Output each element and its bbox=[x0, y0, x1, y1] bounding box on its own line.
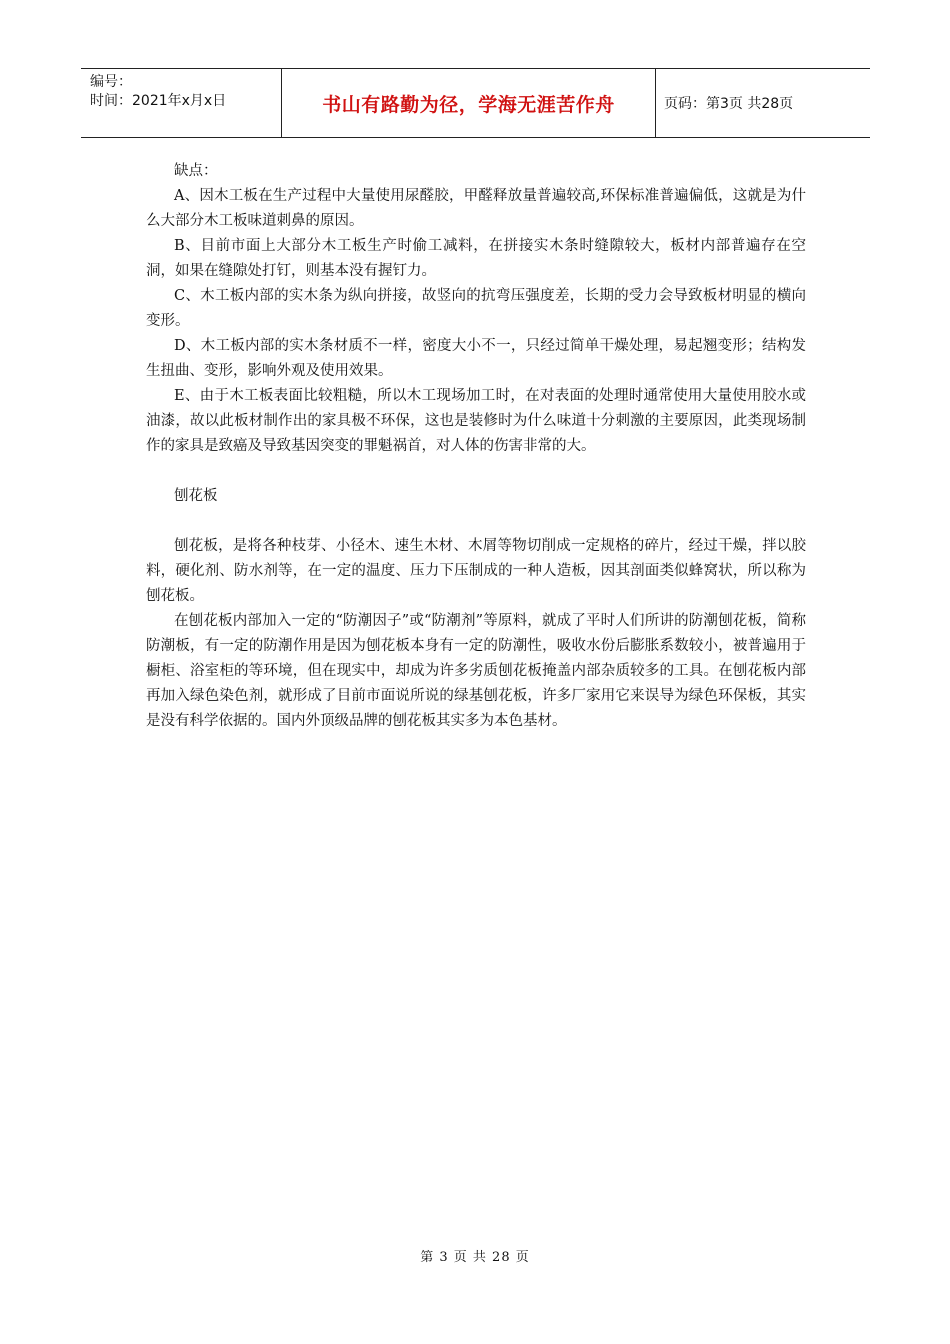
document-date-label: 时间：2021年x月x日 bbox=[90, 93, 227, 109]
header-meta bbox=[81, 69, 282, 137]
paragraph-a: A、因木工板在生产过程中大量使用尿醛胶，甲醛释放量普遍较高,环保标准普遍偏低，这就是为什么大部分木工板味道刺鼻的原因。 bbox=[146, 188, 806, 229]
paragraph-d: D、木工板内部的实木条材质不一样，密度大小不一，只经过简单干燥处理，易起翘变形；结构发生扭曲、变形，影响外观及使用效果。 bbox=[146, 338, 806, 379]
paragraph-e: E、由于木工板表面比较粗糙，所以木工现场加工时，在对表面的处理时通常使用大量使用胶水或油漆，故以此板材制作出的家具极不环保，这也是装修时为什么味道十分刺激的主要原因，此类现场制作的家具是致癌及导致基因突变的罪魁祸首，对人体的伤害非常的大。 bbox=[146, 388, 806, 454]
page-footer: 第 3 页 共 28 页 bbox=[420, 1250, 530, 1265]
paragraph-c: C、木工板内部的实木条为纵向拼接，故竖向的抗弯压强度差，长期的受力会导致板材明显的横向变形。 bbox=[146, 288, 806, 329]
document-body bbox=[146, 159, 806, 734]
paragraph-moisture-resistant: 在刨花板内部加入一定的“防潮因子”或“防潮剂”等原料，就成了平时人们所讲的防潮刨花板，简称防潮板，有一定的防潮作用是因为刨花板本身有一定的防潮性，吸收水份后膨胀系数较小，被普遍用于橱柜、浴室柜的等环境，但在现实中，却成为许多劣质刨花板掩盖内部杂质较多的工具。在刨花板内部再加入绿色染色剂，就形成了目前市面说所说的绿基刨花板，许多厂家用它来误导为绿色环保板，其实是没有科学依据的。国内外顶级品牌的刨花板其实多为本色基材。 bbox=[146, 613, 806, 729]
header-motto: 书山有路勤为径，学海无涯苦作舟 bbox=[282, 69, 656, 137]
paragraph-particleboard-definition: 刨花板，是将各种枝芽、小径木、速生木材、木屑等物切削成一定规格的碎片，经过干燥，拌以胶料，硬化剂、防水剂等，在一定的温度、压力下压制成的一种人造板，因其剖面类似蜂窝状，所以称为刨花板。 bbox=[146, 538, 806, 604]
section-heading-disadvantages: 缺点： bbox=[174, 163, 218, 179]
document-number-label: 编号： bbox=[90, 74, 132, 90]
section-heading-particleboard: 刨花板 bbox=[174, 488, 218, 504]
header-page-indicator: 页码：第3页 共28页 bbox=[664, 96, 794, 112]
paragraph-b: B、目前市面上大部分木工板生产时偷工减料，在拼接实木条时缝隙较大，板材内部普遍存在空洞，如果在缝隙处打钉，则基本没有握钉力。 bbox=[146, 238, 806, 279]
page-header bbox=[81, 68, 870, 138]
